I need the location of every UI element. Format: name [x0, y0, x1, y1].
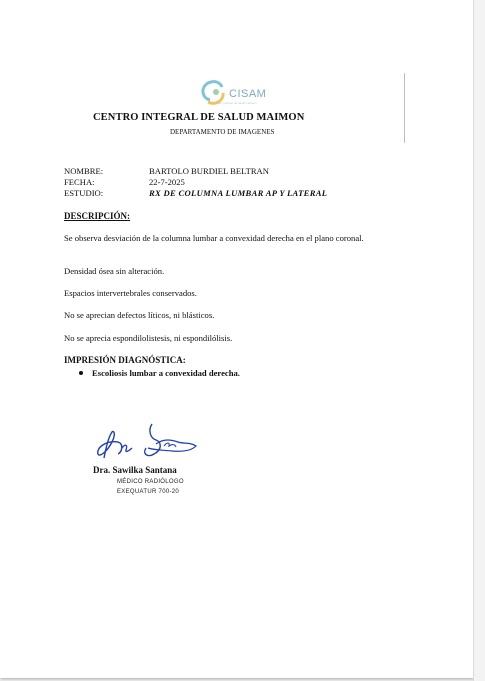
description-paragraph: Densidad ósea sin alteración.: [64, 266, 165, 276]
impression-item-text: Escoliosis lumbar a convexidad derecha.: [92, 368, 240, 378]
department-name: DEPARTAMENTO DE IMAGENES: [170, 128, 275, 136]
impression-item: [79, 368, 240, 378]
name-label: NOMBRE:: [64, 166, 104, 176]
date-label: FECHA:: [64, 177, 95, 187]
date-row: [64, 177, 327, 188]
description-paragraph: No se aprecian defectos líticos, ni blásticos.: [64, 310, 215, 320]
signature-role: MÉDICO RADIÓLOGO: [117, 479, 184, 485]
description-paragraph: Se observa desviación de la columna lumbar a convexidad derecha en el plano coronal.: [64, 233, 364, 243]
study-label: ESTUDIO:: [64, 188, 104, 198]
signature-exequatur: EXEQUATUR 700-20: [117, 489, 180, 495]
logo-tagline: centro integral de salud maimon: [214, 101, 257, 105]
description-paragraph: No se aprecia espondilolistesis, ni espondilólisis.: [64, 333, 233, 343]
signature-name: Dra. Sawilka Santana: [93, 465, 177, 475]
bullet-icon: [79, 371, 83, 375]
logo-text: CISAM: [229, 88, 267, 100]
window-edge: [473, 0, 485, 681]
study-row: [64, 188, 327, 199]
date-value: 22-7-2025: [149, 177, 185, 187]
header-divider: [404, 73, 405, 143]
description-title: DESCRIPCIÓN:: [64, 211, 131, 221]
name-row: [64, 166, 327, 177]
impression-title: IMPRESIÓN DIAGNÓSTICA:: [64, 355, 186, 365]
description-paragraph: Espacios intervertebrales conservados.: [64, 288, 197, 298]
center-name: CENTRO INTEGRAL DE SALUD MAIMON: [93, 112, 305, 123]
handwritten-signature-icon: [92, 418, 200, 466]
study-value: RX DE COLUMNA LUMBAR AP Y LATERAL: [149, 188, 328, 198]
patient-fields: [64, 166, 327, 199]
name-value: BARTOLO BURDIEL BELTRAN: [149, 166, 269, 176]
